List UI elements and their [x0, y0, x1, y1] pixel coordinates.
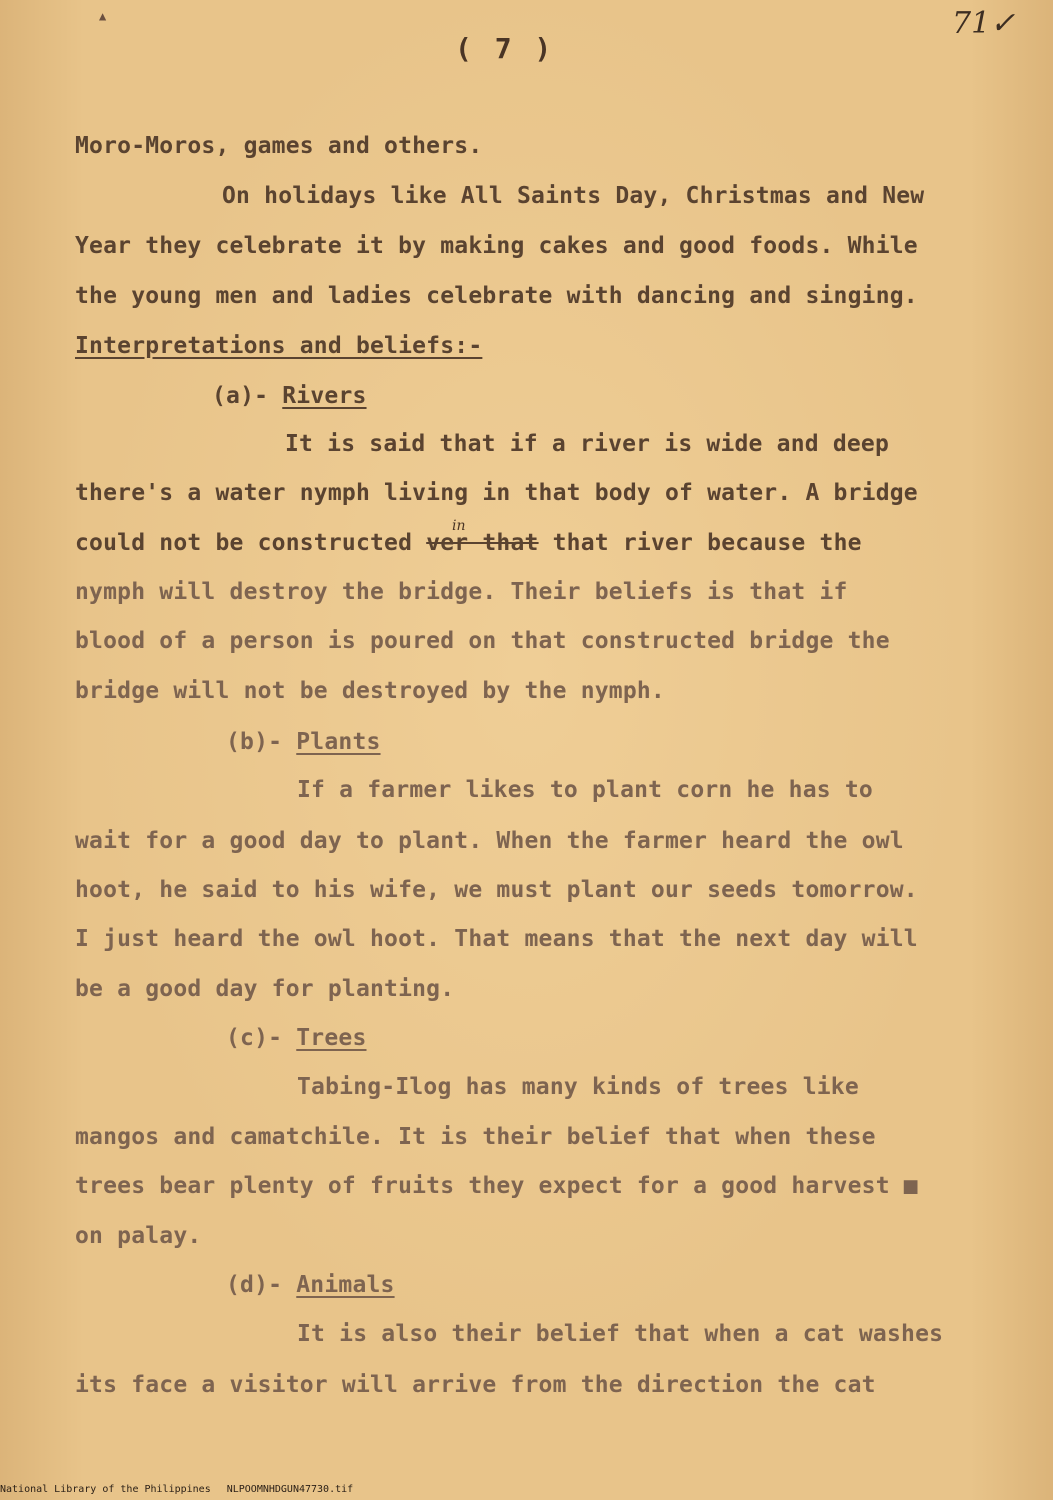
text-line: hoot, he said to his wife, we must plant our seeds tomorrow. — [75, 877, 918, 903]
text-line: its face a visitor will arrive from the direction the cat — [75, 1372, 876, 1398]
handwritten-page-mark: 71✓ — [952, 6, 1016, 41]
text-line: On holidays like All Saints Day, Christmas and New — [222, 183, 925, 209]
text-line: If a farmer likes to plant corn he has to — [297, 777, 873, 803]
text-line: wait for a good day to plant. When the farmer heard the owl — [75, 828, 904, 854]
subheading-title: Plants — [296, 729, 381, 755]
text-line: I just heard the owl hoot. That means that the next day will — [75, 926, 918, 952]
text-line: be a good day for planting. — [75, 976, 455, 1002]
text-line: Tabing-Ilog has many kinds of trees like — [297, 1074, 859, 1100]
text-line: mangos and camatchile. It is their belief that when these — [75, 1124, 876, 1150]
subheading-label: (c)- — [226, 1025, 297, 1051]
text-line: bridge will not be destroyed by the nymph. — [75, 678, 665, 704]
text-segment: could not be constructed — [75, 530, 427, 556]
text-line: blood of a person is poured on that constructed bridge the — [75, 628, 890, 654]
text-line: Year they celebrate it by making cakes and good foods. While — [75, 233, 918, 259]
text-line: there's a water nymph living in that body of water. A bridge — [75, 480, 918, 506]
subheading-animals — [226, 1272, 395, 1298]
text-line: the young men and ladies celebrate with dancing and singing. — [75, 283, 918, 309]
struck-text: ver that — [426, 530, 539, 556]
text-line — [75, 530, 862, 556]
page-number: ( 7 ) — [455, 32, 555, 65]
text-line: trees bear plenty of fruits they expect for a good harvest ■ — [75, 1173, 918, 1199]
corner-mark: ▲ — [99, 9, 107, 23]
footer-library: National Library of the Philippines — [0, 1484, 211, 1495]
subheading-trees — [226, 1025, 367, 1051]
text-segment: that river because the — [538, 530, 862, 556]
subheading-rivers — [212, 383, 367, 409]
interlinear-insertion: in — [452, 518, 466, 534]
subheading-plants — [226, 729, 381, 755]
footer-filename: NLPOOMNHDGUN47730.tif — [226, 1484, 354, 1495]
subheading-label: (b)- — [226, 729, 297, 755]
section-heading: Interpretations and beliefs:- — [75, 333, 483, 359]
subheading-label: (d)- — [226, 1272, 297, 1298]
text-line: It is also their belief that when a cat washes — [297, 1321, 944, 1347]
subheading-title: Animals — [296, 1272, 395, 1298]
text-line: It is said that if a river is wide and deep — [285, 431, 890, 457]
subheading-label: (a)- — [212, 383, 283, 409]
text-line: Moro-Moros, games and others. — [75, 133, 483, 159]
text-line: on palay. — [75, 1223, 202, 1249]
text-line: nymph will destroy the bridge. Their beliefs is that if — [75, 579, 848, 605]
subheading-title: Rivers — [282, 383, 367, 409]
subheading-title: Trees — [296, 1025, 367, 1051]
scan-footer — [0, 1484, 369, 1495]
